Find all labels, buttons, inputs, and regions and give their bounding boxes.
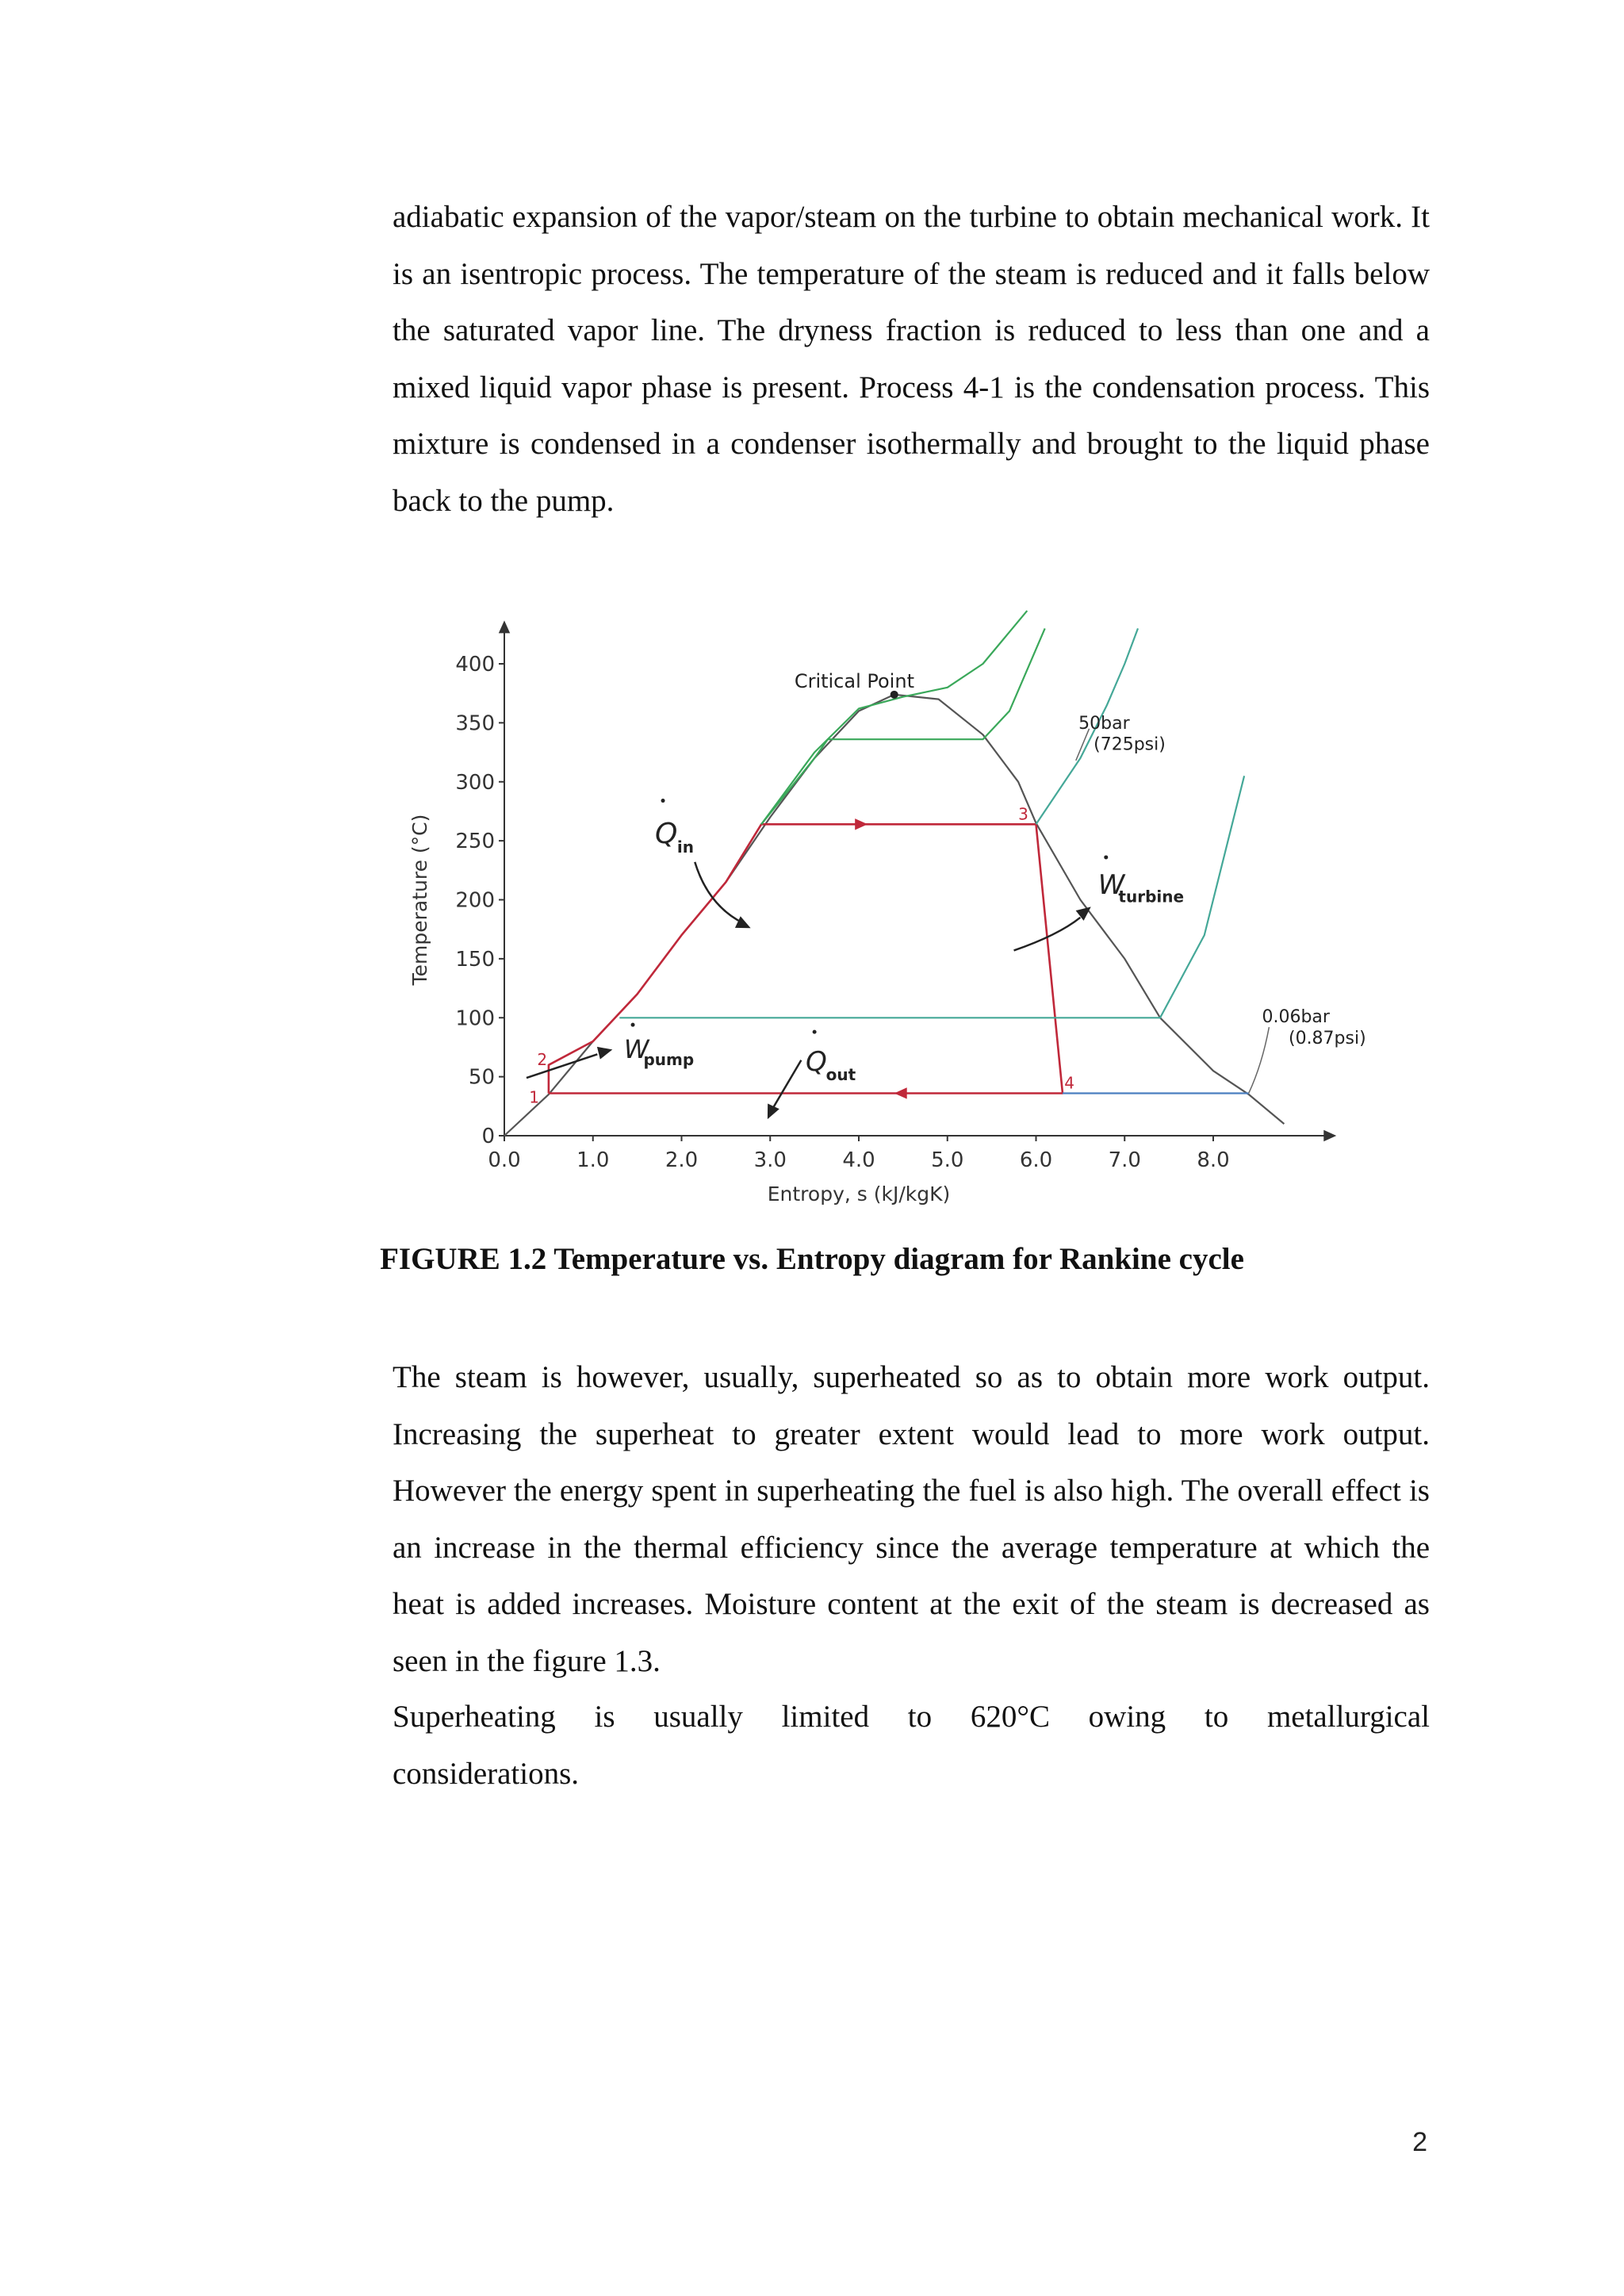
- y-tick-label: 50: [468, 1065, 495, 1090]
- series-isobar-critical-flat: [761, 628, 1045, 824]
- x-tick-label: 4.0: [842, 1148, 875, 1172]
- y-tick-label: 200: [455, 888, 495, 913]
- y-tick-label: 0: [481, 1125, 495, 1148]
- body-paragraph-2: The steam is however, usually, superheated so as to obtain more work output. Increasing the superheat to greater extent would lead to more work output. However the energy spent in superheating the fuel is also high. The overall effect is an increase in the thermal efficiency since the average temperature at which the heat is added increases. Moisture content at the exit of the steam is decreased as seen in the figure 1.3.: [393, 1360, 1430, 1678]
- w-turbine-dot: [1104, 855, 1108, 859]
- q-in-subscript: in: [676, 838, 695, 857]
- q-out-subscript: out: [825, 1065, 856, 1085]
- state-2-label: 2: [537, 1049, 548, 1069]
- q-in-arrow-shaft: [695, 862, 743, 923]
- page-number: 2: [1412, 2127, 1427, 2157]
- chart-annotations: [527, 670, 1366, 1119]
- y-tick-label: 350: [455, 711, 495, 736]
- x-axis-title: Entropy, s (kJ/kgK): [767, 1182, 951, 1205]
- ts-diagram-chart: [389, 591, 1366, 1225]
- pressure-low-label: 0.06bar: [1262, 1007, 1330, 1028]
- w-pump-subscript: pump: [643, 1049, 695, 1069]
- y-axis-arrow-icon: [499, 620, 510, 633]
- state-3-label: 3: [1018, 804, 1028, 824]
- body-paragraph-3: [393, 1688, 1430, 1802]
- pressure-high-label: 50bar: [1078, 713, 1130, 734]
- y-tick-label: 400: [455, 653, 495, 677]
- x-tick-label: 7.0: [1108, 1148, 1141, 1172]
- figure-caption: FIGURE 1.2 Temperature vs. Entropy diagram for Rankine cycle: [380, 1242, 1244, 1276]
- critical-point-label: Critical Point: [794, 669, 914, 692]
- pressure-low-leader: [1249, 1027, 1270, 1093]
- body-paragraph-3-line-2: considerations.: [393, 1756, 580, 1791]
- chart-axes: [408, 620, 1336, 1205]
- x-tick-label: 8.0: [1197, 1148, 1230, 1172]
- w-pump-arrow-icon: [597, 1047, 612, 1060]
- x-tick-label: 5.0: [931, 1148, 964, 1172]
- state-4-label: 4: [1064, 1073, 1074, 1093]
- w-pump-label: W: [623, 1033, 649, 1064]
- y-axis-title: Temperature (°C): [408, 814, 431, 986]
- w-pump-dot: [631, 1023, 635, 1027]
- x-axis-arrow-icon: [1323, 1130, 1336, 1141]
- q-in-dot: [661, 799, 665, 803]
- w-turbine-subscript: turbine: [1118, 887, 1185, 907]
- q-out-arrow-shaft: [772, 1060, 801, 1110]
- y-tick-label: 250: [455, 830, 495, 854]
- series-saturation-dome: [504, 695, 1284, 1136]
- y-tick-label: 100: [455, 1006, 495, 1031]
- w-turbine-label: W: [1097, 869, 1125, 902]
- x-tick-label: 1.0: [576, 1148, 610, 1172]
- q-in-arrow-icon: [735, 916, 751, 928]
- q-in-label: Q: [654, 818, 678, 851]
- q-out-dot: [813, 1030, 817, 1034]
- y-tick-label: 150: [455, 947, 495, 972]
- pressure-high-psi-label: (725psi): [1094, 734, 1166, 755]
- x-tick-label: 6.0: [1019, 1148, 1053, 1172]
- x-tick-label: 2.0: [665, 1148, 699, 1172]
- series-isobar-high-superheat: [761, 611, 1027, 824]
- pressure-low-psi-label: (0.87psi): [1288, 1028, 1366, 1048]
- body-paragraph-3-line-1: Superheating is usually limited to 620°C owing to metallurgical: [393, 1700, 1430, 1734]
- x-tick-label: 3.0: [753, 1148, 787, 1172]
- q-out-label: Q: [805, 1046, 827, 1079]
- state-1-label: 1: [529, 1087, 540, 1107]
- cycle-direction-arrow-top-icon: [855, 818, 868, 830]
- y-tick-label: 300: [455, 770, 495, 795]
- cycle-direction-arrow-bottom-icon: [894, 1087, 907, 1098]
- x-tick-label: 0.0: [488, 1148, 521, 1172]
- body-paragraph-1: adiabatic expansion of the vapor/steam on the turbine to obtain mechanical work. It is an isentropic process. The temperature of the steam is reduced and it falls below the saturated vapor line. The dryness fraction is reduced to less than one and a mixed liquid vapor phase is present. Process 4-1 is the condensation process. This mixture is condensed in a condenser isothermally and brought to the liquid phase back to the pump.: [393, 200, 1430, 518]
